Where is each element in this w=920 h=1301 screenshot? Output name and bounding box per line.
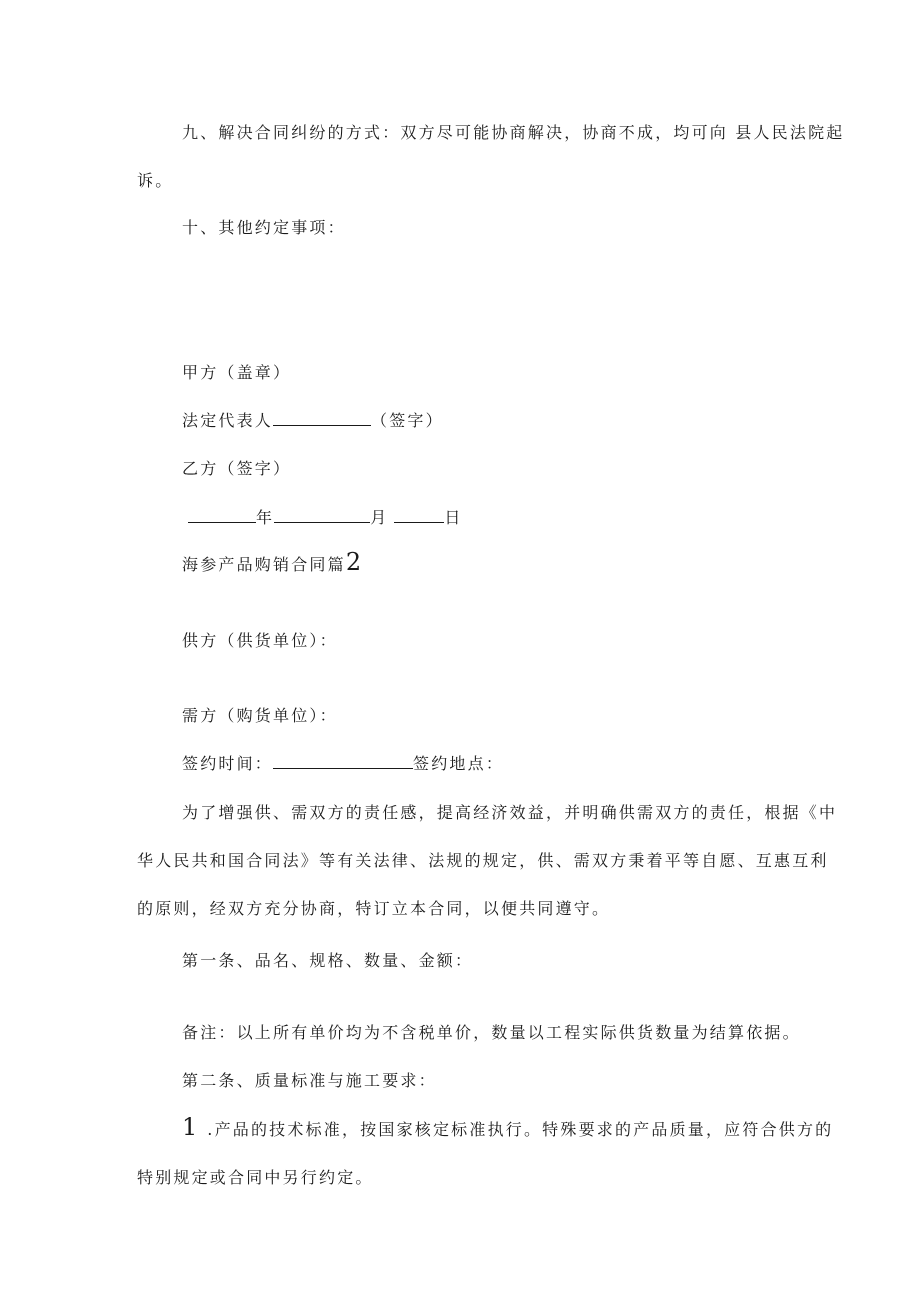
sign-time-label: 签约时间： [182,754,274,773]
item1-number: 1 [182,1113,198,1141]
day-blank [394,507,444,523]
article2-heading: 第二条、质量标准与施工要求： [182,1071,437,1090]
article1-heading: 第一条、品名、规格、数量、金额： [182,951,474,970]
buyer-label: 需方（购货单位）： [182,706,338,725]
legal-rep-label: 法定代表人 [182,411,274,430]
sign-place-label: 签约地点： [413,754,505,773]
day-label: 日 [444,508,463,527]
legal-rep-sign-note: （签字） [371,411,444,430]
remark-line: 备注：以上所有单价均为不含税单价，数量以工程实际供货数量为结算依据。 [182,1023,801,1042]
sign-time-blank [273,753,413,769]
year-label: 年 [256,508,275,527]
legal-rep-line [182,410,444,432]
legal-rep-signature-blank [273,410,371,426]
date-line [188,507,463,529]
supplier-label: 供方（供货单位）： [182,631,338,650]
month-label: 月 [370,508,389,527]
year-blank [188,507,256,523]
intro-line1: 为了增强供、需双方的责任感，提高经济效益，并明确供需双方的责任，根据《中 [182,803,838,822]
month-blank [274,507,370,523]
party-a-label: 甲方（盖章） [182,363,292,382]
item1-line2: 特别规定或合同中另行约定。 [137,1168,374,1187]
clause9-line1: 九、解决合同纠纷的方式：双方尽可能协商解决，协商不成，均可向 县人民法院起 [182,123,845,142]
intro-line2: 华人民共和国合同法》等有关法律、法规的规定，供、需双方秉着平等自愿、互惠互利 [137,851,829,870]
clause10-heading: 十、其他约定事项： [182,218,346,237]
clause9-line2: 诉。 [137,171,174,190]
intro-line3: 的原则，经双方充分协商，特订立本合同，以便共同遵守。 [137,899,611,918]
party-b-label: 乙方（签字） [182,459,292,478]
section-number: 2 [345,548,362,576]
sign-time-place-line [182,753,504,775]
item1-line1-text: .产品的技术标准，按国家核定标准执行。特殊要求的产品质量，应符合供方的 [207,1120,834,1139]
item1-line1 [182,1113,834,1141]
section-title-text: 海参产品购销合同篇 [182,555,346,574]
section-title [182,548,362,576]
